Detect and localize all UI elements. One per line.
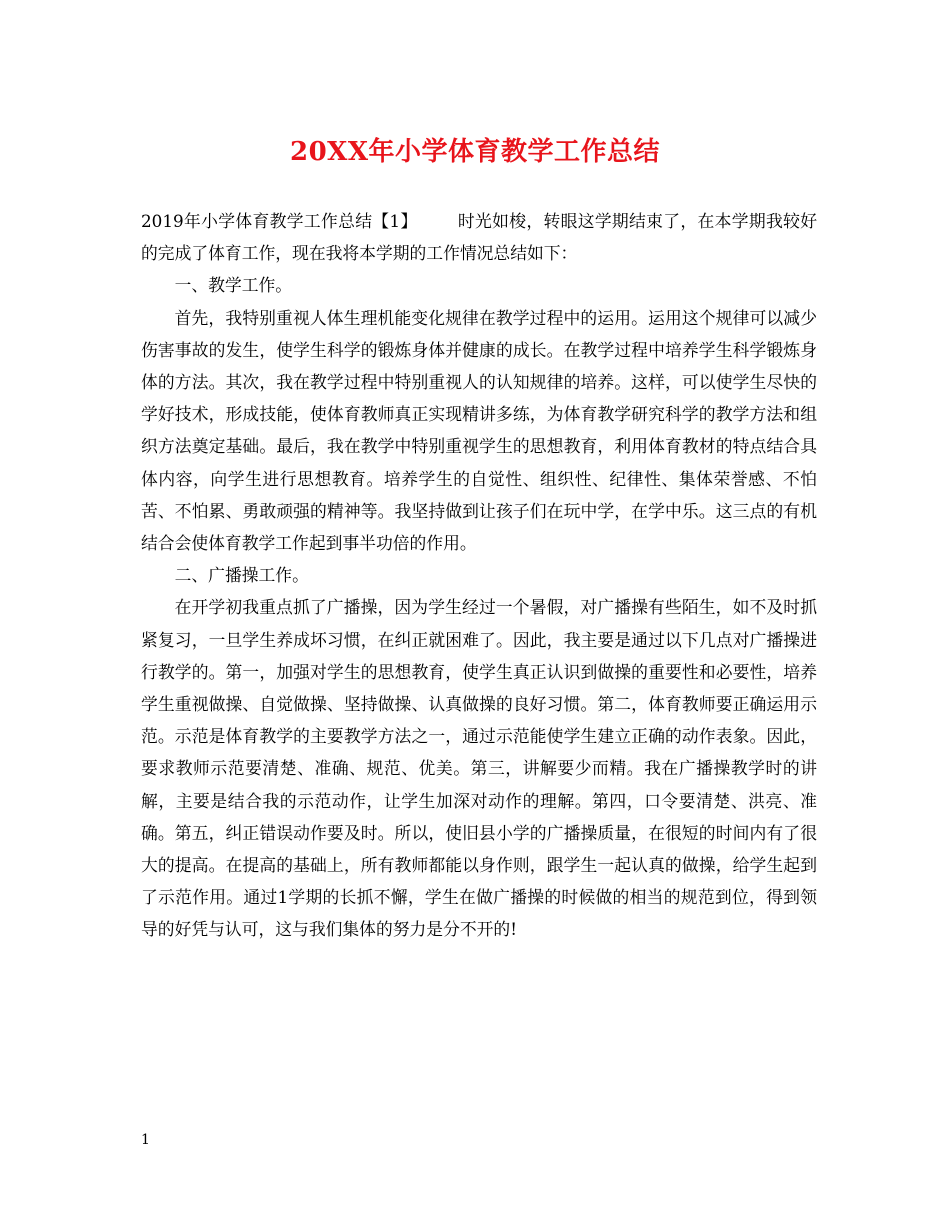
document-title: 20XX年小学体育教学工作总结 <box>289 137 661 167</box>
section1-heading: 一、教学工作。 <box>174 275 293 296</box>
intro-paragraph <box>141 205 817 269</box>
intro-text: 时光如梭，转眼这学期结束了，在本学期我较好的完成了体育工作，现在我将本学期的工作情况总结如下： <box>141 211 817 264</box>
intro-label: 2019年小学体育教学工作总结【1】 <box>141 211 418 231</box>
section2-paragraph: 在开学初我重点抓了广播操，因为学生经过一个暑假，对广播操有些陌生，如不及时抓紧复习，一旦学生养成坏习惯，在纠正就困难了。因此，我主要是通过以下几点对广播操进行教学的。第一，加强对学生的思想教育，使学生真正认识到做操的重要性和必要性，培养学生重视做操、自觉做操、坚持做操、认真做操的良好习惯。第二，体育教师要正确运用示范。示范是体育教学的主要教学方法之一，通过示范能使学生建立正确的动作表象。因此，要求教师示范要清楚、准确、规范、优美。第三，讲解要少而精。我在广播操教学时的讲解，主要是结合我的示范动作，让学生加深对动作的理解。第四，口令要清楚、洪亮、准确。第五，纠正错误动作要及时。所以，使旧县小学的广播操质量，在很短的时间内有了很大的提高。在提高的基础上，所有教师都能以身作则，跟学生一起认真的做操，给学生起到了示范作用。通过1学期的长抓不懈，学生在做广播操的时候做的相当的规范到位，得到领导的好凭与认可，这与我们集体的努力是分不开的! <box>141 597 817 940</box>
page-number: 1 <box>141 1132 150 1148</box>
document-body <box>141 205 817 946</box>
section2-heading: 二、广播操工作。 <box>174 565 309 586</box>
section1-paragraph: 首先，我特别重视人体生理机能变化规律在教学过程中的运用。运用这个规律可以减少伤害事故的发生，使学生科学的锻炼身体并健康的成长。在教学过程中培养学生科学锻炼身体的方法。其次，我在教学过程中特别重视人的认知规律的培养。这样，可以使学生尽快的学好技术，形成技能，使体育教师真正实现精讲多练，为体育教学研究科学的教学方法和组织方法奠定基础。最后，我在教学中特别重视学生的思想教育，利用体育教材的特点结合具体内容，向学生进行思想教育。培养学生的自觉性、组织性、纪律性、集体荣誉感、不怕苦、不怕累、勇敢顽强的精神等。我坚持做到让孩子们在玩中学，在学中乐。这三点的有机结合会使体育教学工作起到事半功倍的作用。 <box>141 307 817 554</box>
